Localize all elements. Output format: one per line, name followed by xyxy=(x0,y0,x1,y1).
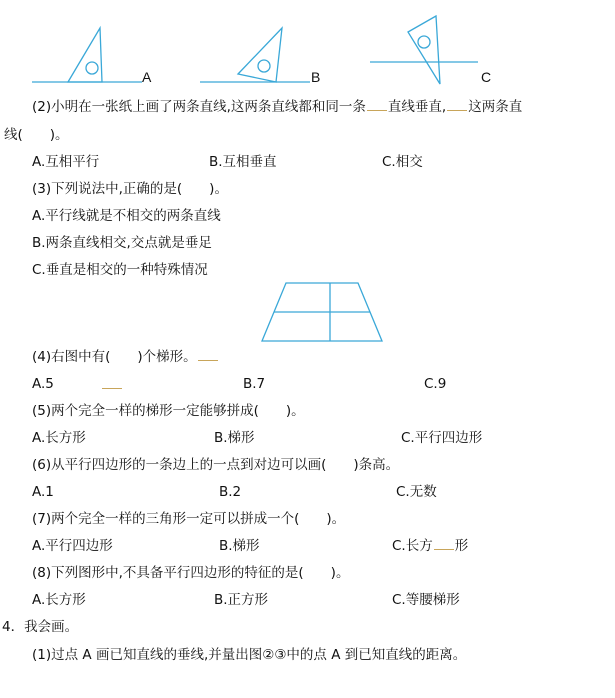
figure-label-b: B xyxy=(311,69,321,85)
q6-option-a[interactable]: A.1 xyxy=(32,484,54,500)
q5-option-c[interactable]: C.平行四边形 xyxy=(401,430,483,446)
section4-q1: (1)过点 A 画已知直线的垂线,并量出图②③中的点 A 到已知直线的距离。 xyxy=(32,647,467,663)
q2-stem-continued: 线( )。 xyxy=(4,127,69,143)
q2-option-b[interactable]: B.互相垂直 xyxy=(209,154,277,170)
q5-option-b[interactable]: B.梯形 xyxy=(214,430,255,446)
q4-option-c[interactable]: C.9 xyxy=(424,376,447,392)
figure-label-a: A xyxy=(142,69,152,85)
q7-stem: (7)两个完全一样的三角形一定可以拼成一个( )。 xyxy=(32,511,346,527)
q7-option-b[interactable]: B.梯形 xyxy=(219,538,260,554)
answer-blank[interactable] xyxy=(102,377,122,389)
q3-stem: (3)下列说法中,正确的是( )。 xyxy=(32,181,228,197)
section-heading: 4．我会画。 xyxy=(2,619,79,635)
q2-option-a[interactable]: A.互相平行 xyxy=(32,154,100,170)
q3-option-c[interactable]: C.垂直是相交的一种特殊情况 xyxy=(32,262,208,278)
answer-blank[interactable] xyxy=(198,349,218,361)
trapezoid-figure xyxy=(260,281,390,345)
q6-option-b[interactable]: B.2 xyxy=(219,484,242,500)
q5-stem: (5)两个完全一样的梯形一定能够拼成( )。 xyxy=(32,403,305,419)
figure-label-c: C xyxy=(481,69,492,85)
q2-option-c[interactable]: C.相交 xyxy=(382,154,423,170)
set-square-figure-a xyxy=(28,22,168,102)
answer-blank[interactable] xyxy=(367,99,387,111)
answer-blank[interactable] xyxy=(434,538,454,550)
q5-option-a[interactable]: A.长方形 xyxy=(32,430,86,446)
q8-option-a[interactable]: A.长方形 xyxy=(32,592,86,608)
q3-option-b[interactable]: B.两条直线相交,交点就是垂足 xyxy=(32,235,212,251)
q3-option-a[interactable]: A.平行线就是不相交的两条直线 xyxy=(32,208,221,224)
q8-option-c[interactable]: C.等腰梯形 xyxy=(392,592,460,608)
q4-stem: (4)右图中有( )个梯形。 xyxy=(32,348,219,366)
q4-option-b[interactable]: B.7 xyxy=(243,376,266,392)
answer-blank[interactable] xyxy=(447,99,467,111)
q8-stem: (8)下列图形中,不具备平行四边形的特征的是( )。 xyxy=(32,565,350,581)
q6-stem: (6)从平行四边形的一条边上的一点到对边可以画( )条高。 xyxy=(32,457,400,473)
q8-option-b[interactable]: B.正方形 xyxy=(214,592,269,608)
q7-option-a[interactable]: A.平行四边形 xyxy=(32,538,113,554)
q4-option-a[interactable]: A.5 xyxy=(32,376,54,392)
q7-option-c[interactable]: C.长方 形 xyxy=(392,538,469,554)
q6-option-c[interactable]: C.无数 xyxy=(396,484,437,500)
q2-stem: (2)小明在一张纸上画了两条直线,这两条直线都和同一条 直线垂直, 这两条直 xyxy=(32,99,523,115)
set-square-figure-b xyxy=(198,22,338,102)
